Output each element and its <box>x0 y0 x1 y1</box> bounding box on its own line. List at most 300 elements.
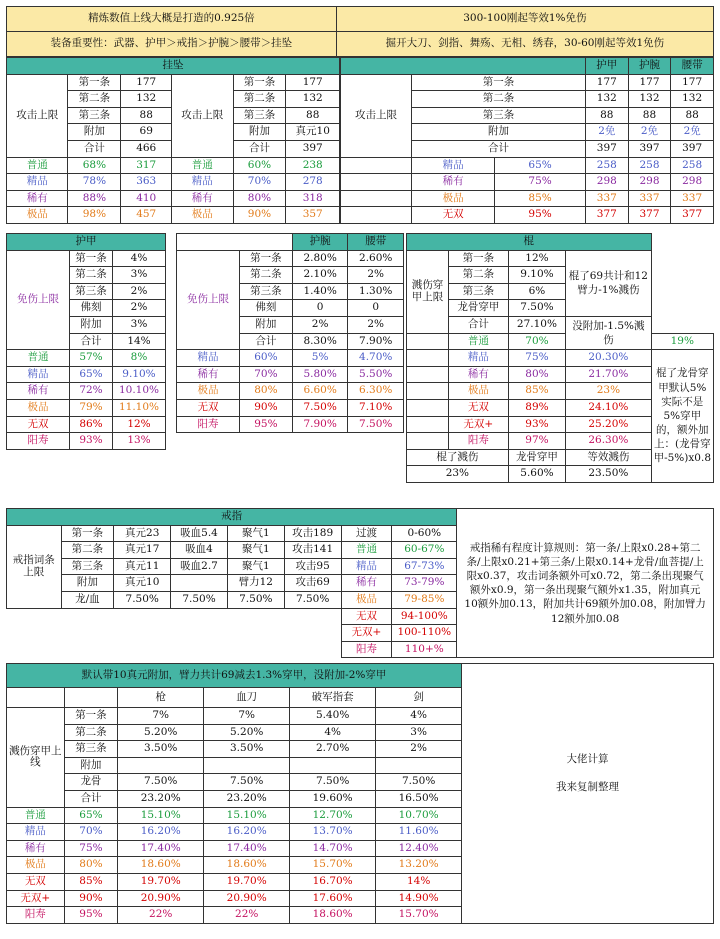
table-row <box>7 250 166 267</box>
table-cell: 363 <box>121 174 172 191</box>
table-cell: 2% <box>292 316 348 333</box>
table-row <box>407 333 714 350</box>
table-cell: 7.90% <box>292 416 348 433</box>
gun-title: 棍 <box>407 234 652 251</box>
table-cell: 258 <box>585 157 628 174</box>
table-row <box>341 190 714 207</box>
table-row <box>177 366 404 383</box>
table-row <box>7 664 714 688</box>
table-cell <box>7 608 342 658</box>
table-cell: 79-85% <box>392 591 457 608</box>
table-cell: 第二条 <box>64 724 118 741</box>
table-cell: 第三条 <box>70 283 113 300</box>
table-cell: 79% <box>70 399 113 416</box>
table-cell: 23.20% <box>118 790 204 807</box>
table-cell: 16.20% <box>118 824 204 841</box>
grade-label: 稀有 <box>177 366 240 383</box>
table-cell: 14.70% <box>290 840 376 857</box>
table-cell: 377 <box>671 207 714 224</box>
table-cell: 第二条 <box>70 267 113 284</box>
table-cell: 278 <box>286 174 340 191</box>
row-label: 攻击上限 <box>172 74 233 157</box>
grade-label: 无双 <box>341 608 392 625</box>
table-cell: 20.90% <box>204 890 290 907</box>
table-cell: 7.50% <box>290 774 376 791</box>
table-cell: 88 <box>628 107 671 124</box>
table-cell: 68% <box>68 157 121 174</box>
grade-label: 无双 <box>7 873 65 890</box>
table-cell: 9.10% <box>508 267 565 284</box>
grade-label: 普通 <box>7 807 65 824</box>
table-cell: 4% <box>290 724 376 741</box>
table-cell: 7% <box>204 708 290 725</box>
table-cell: 5% <box>292 350 348 367</box>
table-cell: 177 <box>585 74 628 91</box>
header-left-line2: 装备重要性：武器、护甲＞戒指＞护腕＞腰带＞挂坠 <box>7 32 337 57</box>
table-cell: 2免 <box>671 124 714 141</box>
table-cell: 337 <box>585 190 628 207</box>
table-row <box>407 250 714 267</box>
table-cell: 6.30% <box>348 383 404 400</box>
table-cell: 14% <box>376 873 462 890</box>
table-cell: 318 <box>286 190 340 207</box>
table-cell: 457 <box>121 207 172 224</box>
table-cell: 19.70% <box>204 873 290 890</box>
grade-label: 极品 <box>7 207 68 224</box>
grade-label: 稀有 <box>412 174 495 191</box>
gun-table <box>406 233 714 483</box>
jiezhi-title: 戒指 <box>7 509 457 526</box>
table-cell: 132 <box>628 91 671 108</box>
table-cell: 聚气1 <box>227 525 284 542</box>
grade-label: 极品 <box>448 383 508 400</box>
table-cell <box>407 350 449 367</box>
table-cell: 吸血2.7 <box>171 558 228 575</box>
table-cell <box>64 688 118 708</box>
table-row <box>7 416 166 433</box>
header-right-line2: 掘开大刀、剑指、舞殇、无相、绣春，30-60刚起等效1免伤 <box>336 32 713 57</box>
table-cell: 1.40% <box>292 283 348 300</box>
table-cell: 第三条 <box>240 283 293 300</box>
table-cell: 11.10% <box>112 399 165 416</box>
huwan-table <box>176 233 404 433</box>
table-cell: 80% <box>233 190 286 207</box>
table-cell: 6.60% <box>292 383 348 400</box>
table-cell <box>341 190 412 207</box>
table-cell <box>407 366 449 383</box>
table-row <box>407 283 714 300</box>
grade-label: 阳寿 <box>7 433 70 450</box>
table-cell: 75% <box>495 174 586 191</box>
grade-label: 精品 <box>341 558 392 575</box>
table-cell: 7.50% <box>118 774 204 791</box>
table-cell: 85% <box>64 873 118 890</box>
table-cell: 67-73% <box>392 558 457 575</box>
foot-header: 棍了溅伤 <box>407 449 509 466</box>
table-cell: 23% <box>407 466 509 483</box>
table-cell: 附加 <box>70 316 113 333</box>
table-cell: 27.10% <box>508 316 565 333</box>
table-cell: 12.40% <box>376 840 462 857</box>
table-cell: 177 <box>671 74 714 91</box>
table-cell: 合计 <box>412 140 586 157</box>
table-cell: 23.50% <box>566 466 651 483</box>
table-row <box>7 383 166 400</box>
table-cell: 龙骨穿甲 <box>448 300 508 317</box>
table-row <box>341 58 714 75</box>
table-cell: 9.10% <box>112 366 165 383</box>
table-cell: 合计 <box>68 140 121 157</box>
gun-note-3: 棍了龙骨穿甲默认5%实际不是5%穿甲的，额外加上：(龙骨穿甲-5%)x0.8 <box>651 350 713 483</box>
grade-label: 阳寿 <box>7 907 65 924</box>
grade-label: 精品 <box>412 157 495 174</box>
credit-line-2: 我来复制整理 <box>556 780 620 793</box>
table-cell <box>7 688 65 708</box>
table-cell: 佛刻 <box>240 300 293 317</box>
table-cell: 89% <box>508 399 565 416</box>
grade-label: 无双+ <box>341 625 392 642</box>
table-cell: 75% <box>64 840 118 857</box>
table-row <box>341 174 714 191</box>
table-cell: 第二条 <box>61 542 114 559</box>
table-cell: 5.20% <box>118 724 204 741</box>
table-cell: 88 <box>585 107 628 124</box>
table-cell: 7.50% <box>348 416 404 433</box>
table-cell: 70% <box>240 366 293 383</box>
grade-label: 极品 <box>7 857 65 874</box>
grade-label: 精品 <box>177 350 240 367</box>
table-cell: 16.70% <box>290 873 376 890</box>
table-cell: 258 <box>671 157 714 174</box>
table-cell: 466 <box>121 140 172 157</box>
table-cell: 11.60% <box>376 824 462 841</box>
header-left-line1: 精炼数值上线大概是打造的0.925倍 <box>7 7 337 32</box>
table-cell: 12% <box>112 416 165 433</box>
table-cell: 第一条 <box>70 250 113 267</box>
table-cell <box>341 157 412 174</box>
column-header: 剑 <box>376 688 462 708</box>
table-cell: 20.90% <box>118 890 204 907</box>
table-cell: 337 <box>628 190 671 207</box>
table-cell: 3% <box>112 316 165 333</box>
table-cell <box>290 757 376 774</box>
table-cell: 佛刻 <box>70 300 113 317</box>
table-cell: 3% <box>112 267 165 284</box>
table-cell: 附加 <box>233 124 286 141</box>
table-cell: 357 <box>286 207 340 224</box>
column-header: 破军指套 <box>290 688 376 708</box>
table-cell: 90% <box>240 399 293 416</box>
table-cell: 第三条 <box>61 558 114 575</box>
table-cell: 177 <box>286 74 340 91</box>
guazhui-title: 挂坠 <box>7 58 340 75</box>
table-cell: 75% <box>508 350 565 367</box>
table-cell: 7.50% <box>284 591 341 608</box>
table-cell: 4% <box>112 250 165 267</box>
table-cell: 88% <box>68 190 121 207</box>
table-cell: 397 <box>671 140 714 157</box>
table-cell: 5.50% <box>348 366 404 383</box>
table-cell: 15.10% <box>204 807 290 824</box>
table-cell: 5.80% <box>292 366 348 383</box>
row-label: 攻击上限 <box>341 74 412 157</box>
table-cell: 98% <box>68 207 121 224</box>
grade-label: 无双+ <box>7 890 65 907</box>
table-cell: 附加 <box>64 757 118 774</box>
table-cell: 17.40% <box>204 840 290 857</box>
table-cell: 第一条 <box>64 708 118 725</box>
table-cell: 298 <box>628 174 671 191</box>
table-cell <box>341 58 586 75</box>
table-cell: 4.70% <box>348 350 404 367</box>
table-cell: 57% <box>70 350 113 367</box>
table-cell: 合计 <box>240 333 293 350</box>
column-header: 腰带 <box>348 234 404 251</box>
table-cell: 100-110% <box>392 625 457 642</box>
row-label: 免伤上限 <box>177 250 240 350</box>
table-cell: 85% <box>495 190 586 207</box>
weapon-table <box>6 663 714 924</box>
table-cell: 2.10% <box>292 267 348 284</box>
table-cell: 5.20% <box>204 724 290 741</box>
table-cell: 18.60% <box>204 857 290 874</box>
table-cell: 18.60% <box>118 857 204 874</box>
table-cell: 7.50% <box>227 591 284 608</box>
table-cell: 臂力12 <box>227 575 284 592</box>
grade-label: 极品 <box>7 399 70 416</box>
table-row <box>7 190 340 207</box>
table-cell: 2% <box>348 316 404 333</box>
grade-label: 稀有 <box>7 383 70 400</box>
table-cell: 60% <box>240 350 293 367</box>
hujia-table <box>6 233 166 450</box>
table-cell <box>118 757 204 774</box>
table-row <box>177 383 404 400</box>
table-cell: 397 <box>585 140 628 157</box>
grade-label: 无双 <box>448 399 508 416</box>
table-cell: 70% <box>233 174 286 191</box>
table-cell: 第二条 <box>233 91 286 108</box>
table-cell: 第三条 <box>68 107 121 124</box>
table-row <box>407 316 714 333</box>
grade-label: 精品 <box>7 174 68 191</box>
table-cell: 0 <box>348 300 404 317</box>
table-cell: 2.80% <box>292 250 348 267</box>
table-cell: 377 <box>628 207 671 224</box>
table-cell: 6% <box>508 283 565 300</box>
table-row <box>177 250 404 267</box>
table-cell <box>204 757 290 774</box>
jiezhi-rule: 戒指稀有程度计算规则：第一条/上限x0.28+第二条/上限x0.21+第三条/上限x0.14+龙骨/血菩提/上限x0.37，攻击词条额外可x0.72，第二条出现聚气额外x0.9，第一条出现聚气额外x1.35，附加真元10额外加0.13，附加共计69额外加0.08，附加臂力12额外加0.08 <box>457 509 714 658</box>
table-cell: 2.70% <box>290 741 376 758</box>
row-label: 免伤上限 <box>7 250 70 350</box>
table-cell: 攻击189 <box>284 525 341 542</box>
table-cell: 132 <box>671 91 714 108</box>
table-cell: 吸血5.4 <box>171 525 228 542</box>
table-cell: 298 <box>585 174 628 191</box>
table-cell: 攻击69 <box>284 575 341 592</box>
table-cell: 第一条 <box>61 525 114 542</box>
table-cell: 第一条 <box>68 74 121 91</box>
table-cell: 第三条 <box>233 107 286 124</box>
table-cell: 龙骨 <box>64 774 118 791</box>
foot-header: 等效溅伤 <box>566 449 651 466</box>
table-cell: 附加 <box>240 316 293 333</box>
table-cell: 14% <box>112 333 165 350</box>
table-cell: 70% <box>508 333 565 350</box>
table-cell: 16.20% <box>204 824 290 841</box>
table-cell: 7.50% <box>508 300 565 317</box>
table-cell: 3.50% <box>204 741 290 758</box>
table-cell: 88 <box>671 107 714 124</box>
table-cell: 14.90% <box>376 890 462 907</box>
table-cell: 13% <box>112 433 165 450</box>
table-cell: 17.60% <box>290 890 376 907</box>
table-cell: 94-100% <box>392 608 457 625</box>
table-cell: 8.30% <box>292 333 348 350</box>
table-cell <box>407 333 449 350</box>
table-cell: 7.50% <box>204 774 290 791</box>
table-cell: 7% <box>118 708 204 725</box>
grade-label: 阳寿 <box>177 416 240 433</box>
grade-label: 普通 <box>7 350 70 367</box>
table-row <box>7 350 166 367</box>
table-cell <box>341 174 412 191</box>
table-cell: 23.20% <box>204 790 290 807</box>
grade-label: 稀有 <box>7 190 68 207</box>
table-cell: 龙/血 <box>61 591 114 608</box>
table-cell: 13.70% <box>290 824 376 841</box>
row-label: 攻击上限 <box>7 74 68 157</box>
table-cell: 177 <box>121 74 172 91</box>
grade-label: 精品 <box>7 824 65 841</box>
table-row <box>407 234 714 251</box>
table-row <box>7 74 340 91</box>
table-cell: 13.20% <box>376 857 462 874</box>
table-cell: 1.30% <box>348 283 404 300</box>
table-cell: 第一条 <box>412 74 586 91</box>
grade-label: 无双+ <box>448 416 508 433</box>
table-row <box>341 157 714 174</box>
table-row <box>407 267 714 284</box>
table-cell: 0 <box>292 300 348 317</box>
grade-label: 普通 <box>172 157 233 174</box>
table-cell: 5.40% <box>290 708 376 725</box>
row-label: 戒指词条上限 <box>7 525 62 608</box>
guazhui-table <box>6 57 340 224</box>
table-cell: 80% <box>240 383 293 400</box>
table-cell: 132 <box>121 91 172 108</box>
table-cell: 78% <box>68 174 121 191</box>
table-cell: 95% <box>64 907 118 924</box>
table-cell: 2免 <box>585 124 628 141</box>
table-cell: 95% <box>495 207 586 224</box>
table-cell: 26.30% <box>566 433 651 450</box>
grade-label: 稀有 <box>172 190 233 207</box>
table-cell: 2% <box>348 267 404 284</box>
foot-header: 龙骨穿甲 <box>508 449 565 466</box>
table-row <box>7 174 340 191</box>
table-row <box>407 300 714 317</box>
table-row <box>7 234 166 251</box>
table-row <box>7 157 340 174</box>
table-cell: 7.90% <box>348 333 404 350</box>
table-cell: 258 <box>628 157 671 174</box>
grade-label: 极品 <box>341 591 392 608</box>
table-cell: 12% <box>508 250 565 267</box>
table-cell: 19.60% <box>290 790 376 807</box>
grade-label: 极品 <box>177 383 240 400</box>
table-cell: 附加 <box>68 124 121 141</box>
grade-label: 稀有 <box>448 366 508 383</box>
table-cell: 21.70% <box>566 366 651 383</box>
table-cell: 真元10 <box>114 575 171 592</box>
header-right-line1: 300-100刚起等效1%免伤 <box>336 7 713 32</box>
table-cell: 第三条 <box>412 107 586 124</box>
row-label: 溅伤穿甲上限 <box>407 250 449 333</box>
table-cell: 22% <box>118 907 204 924</box>
gun-note-1: 棍了69共计和12臂力-1%溅伤 <box>566 250 651 316</box>
table-cell: 88 <box>286 107 340 124</box>
table-cell: 24.10% <box>566 399 651 416</box>
table-cell: 337 <box>671 190 714 207</box>
row-label: 溅伤穿甲上线 <box>7 708 65 808</box>
table-cell: 2% <box>376 741 462 758</box>
column-header: 血刀 <box>204 688 290 708</box>
table-cell: 298 <box>671 174 714 191</box>
table-cell: 7.50% <box>292 399 348 416</box>
table-cell: 合计 <box>70 333 113 350</box>
table-cell: 合计 <box>233 140 286 157</box>
grade-label: 无双 <box>7 416 70 433</box>
table-cell: 90% <box>64 890 118 907</box>
table-row <box>177 416 404 433</box>
table-row <box>177 350 404 367</box>
table-cell: 攻击95 <box>284 558 341 575</box>
table-cell: 第三条 <box>448 283 508 300</box>
table-row <box>7 58 340 75</box>
table-cell: 10.10% <box>112 383 165 400</box>
table-row <box>407 350 714 367</box>
table-cell: 真元11 <box>114 558 171 575</box>
table-cell: 真元10 <box>286 124 340 141</box>
table-cell: 攻击141 <box>284 542 341 559</box>
table-cell: 95% <box>240 416 293 433</box>
table-cell: 15.10% <box>118 807 204 824</box>
table-cell: 317 <box>121 157 172 174</box>
table-cell <box>407 383 449 400</box>
grade-label: 普通 <box>341 542 392 559</box>
grade-label: 阳寿 <box>448 433 508 450</box>
grade-label: 精品 <box>172 174 233 191</box>
table-cell: 80% <box>508 366 565 383</box>
table-cell: 410 <box>121 190 172 207</box>
grade-label: 普通 <box>448 333 508 350</box>
table-cell: 397 <box>286 140 340 157</box>
table-cell: 7.50% <box>171 591 228 608</box>
table-row <box>7 366 166 383</box>
table-cell <box>407 416 449 433</box>
table-cell: 72% <box>70 383 113 400</box>
table-cell: 合计 <box>64 790 118 807</box>
table-row <box>7 207 340 224</box>
grade-label: 无双 <box>412 207 495 224</box>
table-cell: 7.50% <box>376 774 462 791</box>
table-cell: 85% <box>508 383 565 400</box>
table-cell: 第一条 <box>448 250 508 267</box>
column-header: 护腕 <box>628 58 671 75</box>
table-cell: 397 <box>628 140 671 157</box>
